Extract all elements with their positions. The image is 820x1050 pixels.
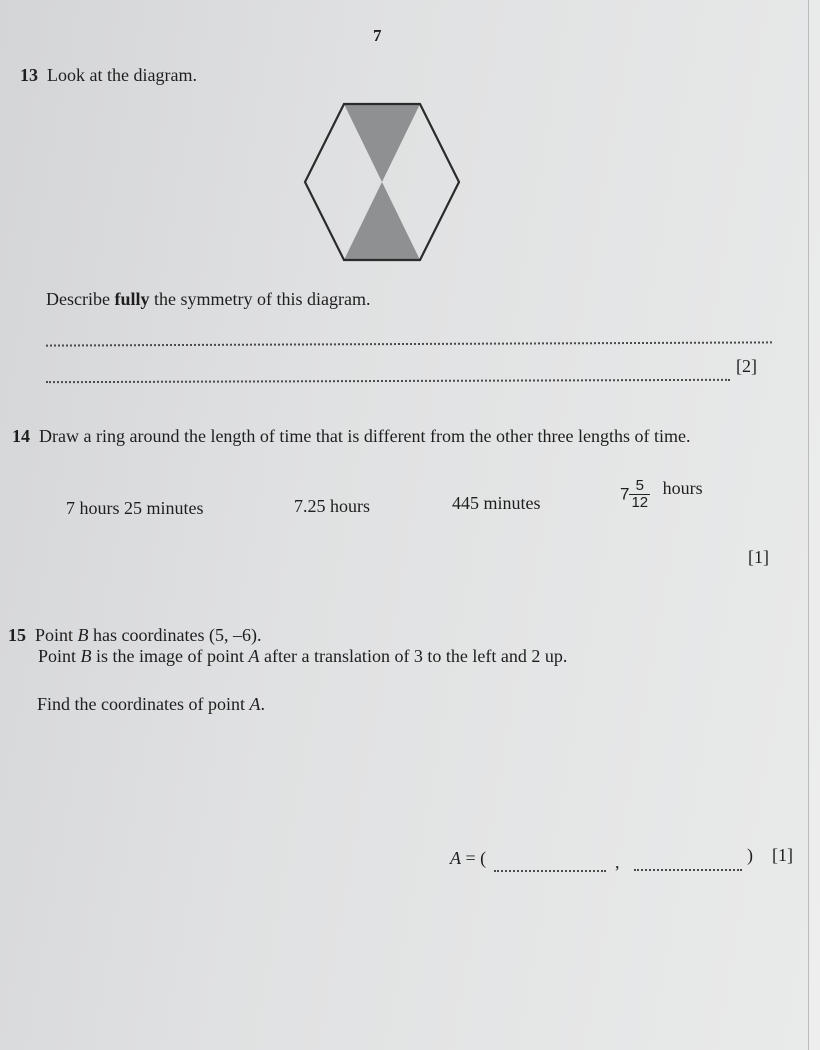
line2-var-b: B <box>80 646 92 666</box>
line2-var-a: A <box>248 646 260 666</box>
option-a[interactable]: 7 hours 25 minutes <box>66 498 204 518</box>
answer-field-x[interactable] <box>494 870 606 872</box>
question-14-header <box>12 426 690 447</box>
option-d-denominator: 12 <box>631 494 649 511</box>
line1-text-2: has coordinates (5, –6). <box>88 625 262 645</box>
option-d-whole: 7 <box>620 484 630 504</box>
option-b[interactable]: 7.25 hours <box>294 496 370 516</box>
question-15-line-2 <box>38 646 567 667</box>
question-13-instruction <box>46 289 370 310</box>
answer-eq: = ( <box>461 848 487 868</box>
option-d-unit: hours <box>662 478 703 498</box>
answer-var-a: A <box>450 848 461 868</box>
shaded-triangle-top <box>344 104 420 182</box>
question-13-marks: [2] <box>736 356 757 376</box>
answer-line-13-2[interactable] <box>46 379 730 383</box>
option-d[interactable] <box>620 478 703 511</box>
question-13-number: 13 <box>20 65 38 85</box>
option-c[interactable]: 445 minutes <box>452 493 541 513</box>
line2-text-2: is the image of point <box>91 646 249 666</box>
line2-text-3: after a translation of 3 to the left and 2 up. <box>259 646 568 666</box>
line1-text-1: Point <box>35 625 78 645</box>
instruction-text-2: the symmetry of this diagram. <box>149 289 371 309</box>
find-text-1: Find the coordinates of point <box>37 694 250 714</box>
option-d-fraction <box>629 478 650 511</box>
instruction-text-1: Describe <box>46 289 115 309</box>
question-14-number: 14 <box>12 426 30 446</box>
question-14-prompt: Draw a ring around the length of time that is different from the other three lengths of time. <box>39 426 691 446</box>
answer-line-13-1[interactable] <box>46 341 772 346</box>
page-number: 7 <box>373 26 382 45</box>
question-13-prompt: Look at the diagram. <box>47 65 197 85</box>
question-15-line-1 <box>8 625 261 646</box>
find-var-a: A <box>249 694 261 714</box>
line1-var-b: B <box>77 625 89 645</box>
answer-close-paren: ) <box>747 845 753 865</box>
instruction-bold: fully <box>114 289 150 309</box>
answer-field-y[interactable] <box>634 869 742 871</box>
answer-comma: , <box>615 852 620 872</box>
find-text-2: . <box>260 694 265 714</box>
shaded-triangle-bottom <box>344 182 420 260</box>
question-14-marks: [1] <box>748 547 769 567</box>
question-15-number: 15 <box>8 625 26 645</box>
question-15-find <box>37 694 265 715</box>
question-13-header <box>20 65 197 86</box>
line2-text-1: Point <box>38 646 81 666</box>
hexagon-diagram <box>296 98 466 268</box>
question-15-marks: [1] <box>772 845 793 865</box>
answer-label-15 <box>450 848 486 869</box>
option-d-numerator: 5 <box>629 478 650 495</box>
